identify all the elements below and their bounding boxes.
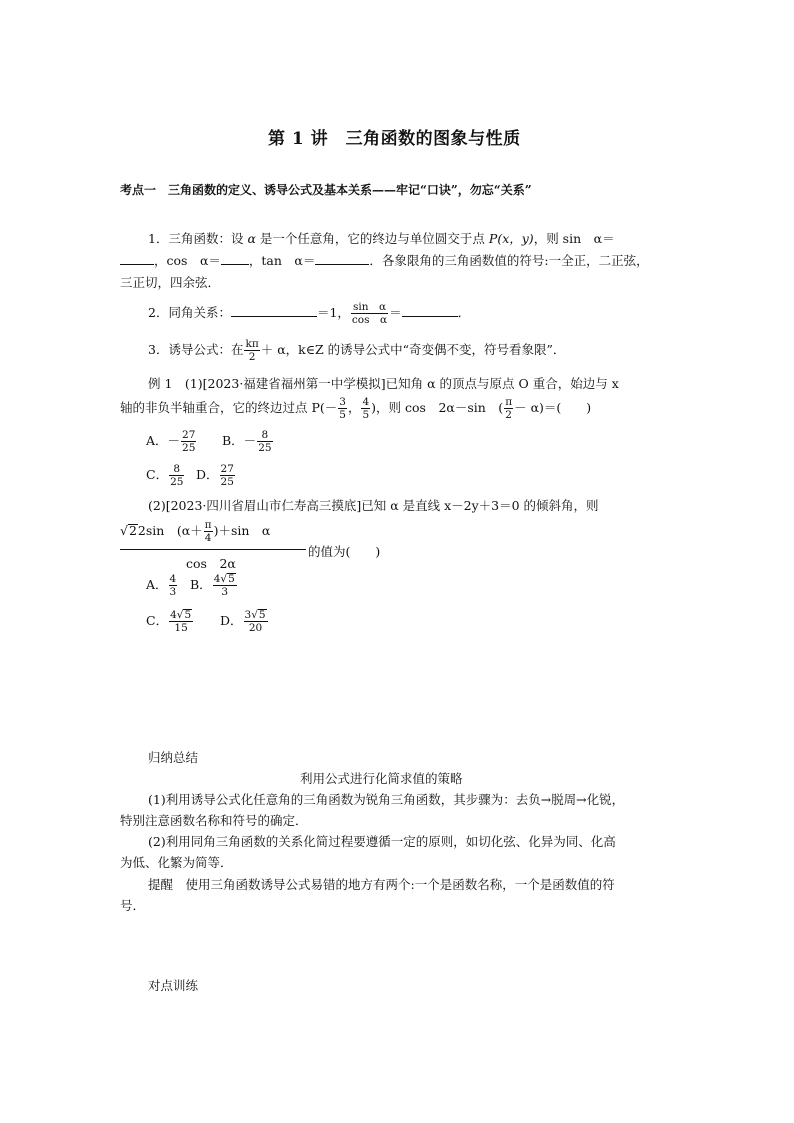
numerator: 3: [339, 396, 346, 408]
fraction: [181, 429, 196, 454]
option-label: D．: [196, 467, 219, 482]
fraction: [169, 463, 184, 488]
summary-line: 为低、化繁为简等．: [120, 855, 233, 870]
denominator: cos α: [351, 314, 388, 326]
text: ＝: [389, 305, 402, 320]
denominator: 20: [248, 622, 263, 634]
fraction: [220, 463, 235, 488]
fraction-sin-over-cos: [351, 301, 388, 326]
numerator: 8: [257, 429, 272, 442]
denominator: 4: [204, 532, 212, 544]
text: ，cos α＝: [154, 253, 221, 268]
option-label: A．－: [146, 433, 181, 448]
text: 是一个任意角，它的终边与单位圆交于点: [259, 231, 485, 246]
example1-line1: 例 1 (1)[2023·福建省福州第一中学模拟]已知角 α 的顶点与原点 O 重合，始边与 x: [148, 376, 619, 391]
example1-option-b[interactable]: [222, 426, 274, 456]
fraction-pi-over-4: [204, 519, 213, 544]
text: ．各象限角的三角函数值的符号:一全正，二正弦，: [369, 253, 649, 268]
summary-heading: 归纳总结: [148, 750, 199, 765]
denominator: 2: [505, 409, 512, 421]
point-label: P: [488, 231, 498, 246]
option-label: C．: [146, 467, 169, 482]
page-title: 第 1 讲 三角函数的图象与性质: [268, 129, 521, 149]
text: ．: [457, 305, 471, 320]
paragraph-trig-definition: [148, 229, 615, 247]
denominator: 3: [221, 586, 229, 598]
fraction: [361, 396, 370, 421]
denominator: 25: [220, 476, 234, 488]
text: ，则 sin α＝: [533, 231, 615, 246]
text: 轴的非负半轴重合，它的终边过点 P(－: [120, 400, 338, 415]
example2-line1: (2)[2023·四川省眉山市仁寿高三摸底]已知 α 是直线 x－2y＋3＝0 的倾斜角，则: [148, 498, 599, 513]
point-coords: (x，y): [497, 231, 534, 246]
text: )＋sin α: [213, 523, 271, 538]
numerator: 3√5: [244, 609, 266, 621]
numerator: kπ: [245, 338, 259, 350]
coefficient: 3: [244, 609, 252, 621]
paragraph-trig-definition-line2: [120, 251, 649, 269]
numerator: 4: [362, 396, 370, 408]
denominator: 2: [248, 351, 256, 363]
answer-blank[interactable]: [221, 252, 249, 265]
option-label: D．: [220, 613, 243, 628]
coefficient: 4: [170, 609, 177, 621]
summary-line: 号．: [120, 898, 146, 913]
fraction: [338, 396, 347, 421]
numerator: 4√5: [213, 573, 235, 585]
example1-line2: [120, 391, 591, 425]
denominator: 15: [174, 622, 188, 634]
radicand: 2: [128, 523, 137, 538]
numerator: 8: [169, 463, 184, 476]
option-label: B．: [190, 577, 212, 592]
option-label: C．: [146, 613, 169, 628]
fraction: [169, 573, 178, 598]
summary-line: 特别注意函数名称和符号的确定．: [120, 813, 308, 828]
summary-line: (2)利用同角三角函数的关系化简过程要遵循一定的原则，如切化弦、化异为同、化高: [148, 834, 616, 849]
text: ，tan α＝: [248, 253, 316, 268]
example2-denominator: cos 2α: [186, 556, 236, 571]
paragraph-trig-definition-line3: 三正切，四余弦．: [120, 275, 221, 290]
example2-tail: 的值为( ): [308, 544, 381, 559]
numerator: π: [204, 519, 212, 531]
example1-option-c[interactable]: [146, 460, 185, 490]
text: ＝1，: [316, 305, 350, 320]
denominator: 5: [339, 409, 346, 421]
denominator: 25: [258, 442, 272, 454]
text: 1．三角函数：设: [148, 231, 244, 246]
text: 2．同角关系：: [148, 305, 231, 320]
text: ，: [347, 400, 361, 415]
answer-blank[interactable]: [120, 252, 154, 265]
example1-option-a[interactable]: [146, 426, 197, 456]
text: ＋ α，k∈Z 的诱导公式中“奇变偶不变，符号看象限”．: [260, 342, 566, 357]
fraction: [504, 396, 513, 421]
summary-line: 提醒 使用三角函数诱导公式易错的地方有两个:一个是函数名称，一个是函数值的符: [148, 877, 615, 892]
numerator: 4√5: [170, 609, 192, 621]
option-label: A．: [146, 577, 168, 592]
denominator: 3: [169, 586, 177, 598]
answer-blank[interactable]: [231, 304, 317, 317]
fraction-kpi-over-2: [244, 338, 259, 363]
example1-option-d[interactable]: [196, 460, 236, 490]
fraction: [244, 609, 268, 634]
alpha-symbol: α: [247, 231, 256, 246]
example2-option-d[interactable]: [220, 606, 269, 636]
text: 3．诱导公式：在: [148, 342, 244, 357]
example2-expression-numerator: [120, 516, 270, 546]
text: 2sin (α＋: [137, 523, 203, 538]
section-heading: 考点一 三角函数的定义、诱导公式及基本关系——牢记“口诀”，勿忘“关系”: [120, 183, 532, 197]
sqrt-sign: √: [120, 523, 128, 538]
summary-line: (1)利用诱导公式化任意角的三角函数为锐角三角函数，其步骤为：去负→脱周→化锐，: [148, 792, 625, 807]
fraction: [257, 429, 272, 454]
answer-blank[interactable]: [402, 304, 458, 317]
answer-blank[interactable]: [315, 252, 369, 265]
numerator: sin α: [351, 301, 388, 314]
numerator: 4: [169, 573, 177, 585]
fraction: [169, 609, 193, 634]
summary-subtitle: 利用公式进行化简求值的策略: [300, 771, 463, 786]
radicand: 5: [184, 609, 192, 621]
denominator: 25: [170, 476, 184, 488]
practice-heading: 对点训练: [148, 978, 199, 993]
option-label: B．－: [222, 433, 257, 448]
example2-option-b[interactable]: [190, 570, 238, 600]
paragraph-same-angle: [148, 296, 470, 330]
text: )，则 cos 2α－sin (: [371, 400, 504, 415]
numerator: 27: [220, 463, 234, 475]
fraction: [213, 573, 237, 598]
denominator: 5: [362, 409, 370, 421]
example2-option-c[interactable]: [146, 606, 194, 636]
example2-option-a[interactable]: [146, 570, 178, 600]
text: － α)＝( ): [514, 400, 592, 415]
paragraph-induction-formula: [148, 333, 565, 367]
example2-fraction-bar: [120, 549, 306, 550]
numerator: 27: [182, 429, 196, 441]
numerator: π: [505, 396, 513, 408]
radicand: 5: [228, 573, 235, 585]
radicand: 5: [258, 609, 266, 621]
coefficient: 4: [213, 573, 221, 585]
denominator: 25: [182, 442, 196, 454]
